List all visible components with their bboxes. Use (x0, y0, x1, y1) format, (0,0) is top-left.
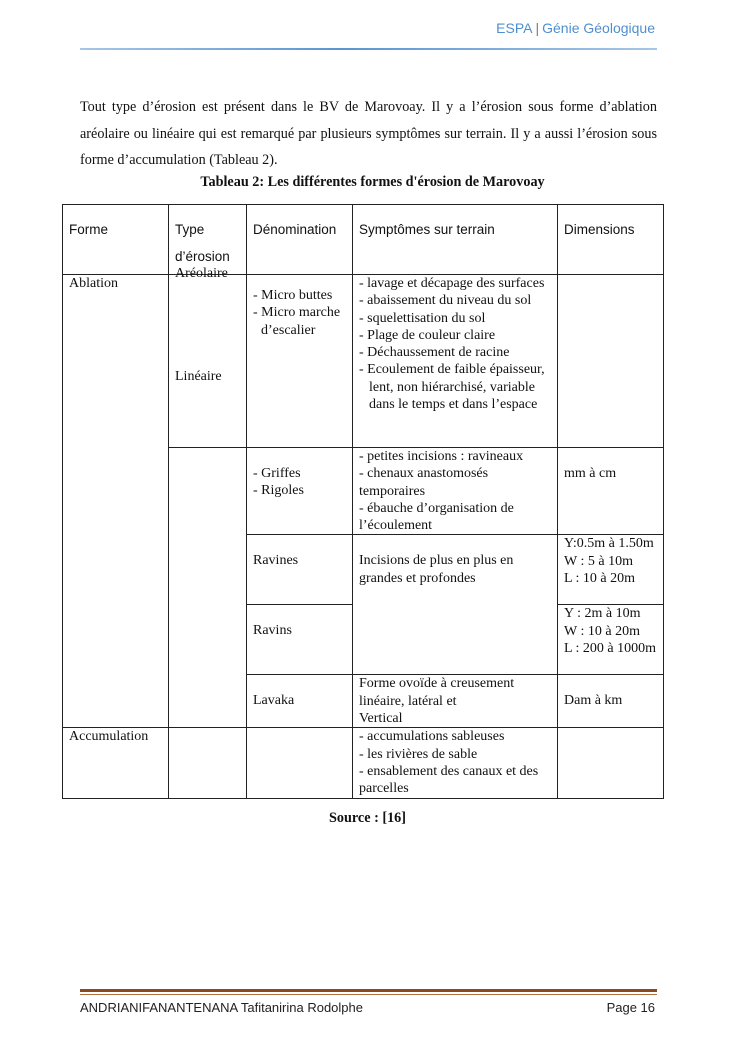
cell-dimensions-areolaire (558, 275, 664, 448)
header-type (169, 205, 247, 275)
table-row-accumulation (63, 728, 664, 798)
cell-denomination-areolaire (247, 275, 353, 448)
denomination-ravines: Ravines (253, 553, 299, 569)
denomination-ravins: Ravins (253, 623, 292, 639)
header-type-line1: Type (175, 222, 205, 237)
list-item: - petites incisions : ravineaux (359, 449, 524, 464)
cell-denomination-lavaka (247, 675, 353, 728)
dimension-item: Y:0.5m à 1.50m (564, 536, 654, 552)
page-header (496, 20, 655, 36)
header-forme: Forme (63, 205, 169, 275)
dimensions-griffes: mm à cm (564, 466, 617, 481)
cell-denomination-ravines (247, 535, 353, 605)
dimensions-lavaka: Dam à km (564, 693, 623, 709)
dimension-item: W : 10 à 20m (564, 623, 640, 639)
list-item: - ensablement des canaux et des parcelles (359, 763, 539, 797)
header-denomination: Dénomination (247, 205, 353, 275)
erosion-forms-table (62, 204, 664, 799)
denomination-areolaire-group (253, 287, 346, 339)
list-item: - Plage de couleur claire (359, 327, 496, 343)
cell-symptomes-lavaka (353, 675, 558, 728)
list-item: - lavage et décapage des surfaces (359, 276, 545, 291)
header-rule (80, 48, 657, 50)
list-item: - ébauche d’organisation de l’écoulement (359, 500, 514, 534)
footer-rule (80, 989, 657, 992)
list-item: - Ecoulement de faible épaisseur, lent, non hiérarchisé, variable dans le temps et dans l’espace (359, 362, 545, 413)
dimension-item: W : 5 à 10m (564, 553, 633, 569)
cell-symptomes-areolaire (353, 275, 558, 448)
denomination-item: - Griffes (253, 466, 301, 481)
cell-denomination-griffes (247, 448, 353, 535)
denomination-item: - Micro marche d’escalier (253, 305, 341, 338)
dimension-item: L : 10 à 20m (564, 571, 636, 587)
list-item: - Déchaussement de racine (359, 345, 510, 361)
table-header-row (63, 205, 664, 275)
denomination-item: - Rigoles (253, 483, 304, 499)
cell-denomination-accumulation (247, 728, 353, 798)
footer-author: ANDRIANIFANANTENANA Tafitanirina Rodolphe (80, 1000, 363, 1015)
header-org: ESPA (496, 20, 533, 36)
list-item: - squelettisation du sol (359, 310, 486, 326)
symptomes-lavaka-line: Forme ovoïde à creusement linéaire, latéral et (359, 676, 515, 709)
cell-dimensions-lavaka (558, 675, 664, 728)
symptomes-areolaire-list (359, 275, 551, 413)
symptomes-griffes-list (359, 448, 551, 534)
cell-dimensions-accumulation (558, 728, 664, 798)
list-item: - les rivières de sable (359, 746, 478, 762)
list-item: - chenaux anastomosés temporaires (359, 466, 489, 499)
cell-denomination-ravins (247, 605, 353, 675)
cell-type-areolaire (169, 266, 247, 448)
cell-symptomes-griffes (353, 448, 558, 535)
cell-dimensions-ravins (558, 605, 664, 675)
denomination-lavaka: Lavaka (253, 693, 295, 709)
intro-paragraph: Tout type d’érosion est présent dans le BV de Marovoay. Il y a l’érosion sous forme d’ablation aréolaire ou linéaire qui est remarqué par plusieurs symptômes sur terrain. Il y a aussi l’érosion sous forme d’accumulation (Tableau 2). (80, 99, 657, 168)
table-row-areolaire (63, 275, 664, 448)
table-source: Source : [16] (329, 810, 406, 826)
header-type-line2: d’érosion (175, 249, 230, 264)
header-dimensions: Dimensions (558, 205, 664, 275)
footer-rule-thin (80, 994, 657, 995)
cell-forme-accumulation: Accumulation (63, 728, 169, 798)
footer-page-number: Page 16 (606, 1000, 655, 1015)
table-caption: Tableau 2: Les différentes formes d'érosion de Marovoay (200, 174, 545, 190)
type-areolaire-label: Aréolaire (175, 266, 228, 281)
list-item: - abaissement du niveau du sol (359, 293, 532, 309)
cell-dimensions-griffes (558, 448, 664, 535)
cell-type-lineaire (169, 369, 247, 728)
cell-forme-ablation: Ablation (63, 275, 169, 728)
header-department: Génie Géologique (542, 20, 655, 36)
cell-symptomes-accumulation (353, 728, 558, 798)
type-lineaire-label: Linéaire (175, 369, 222, 384)
list-item: - accumulations sableuses (359, 729, 505, 745)
dimension-item: L : 200 à 1000m (564, 641, 657, 657)
denomination-griffes-group (253, 465, 346, 500)
denomination-item: - Micro buttes (253, 288, 333, 303)
header-symptomes: Symptômes sur terrain (353, 205, 558, 275)
dimension-item: Y : 2m à 10m (564, 606, 641, 622)
cell-type-accumulation (169, 728, 247, 798)
symptomes-lavaka-line: Vertical (359, 711, 403, 727)
cell-dimensions-ravines (558, 535, 664, 605)
cell-symptomes-ravines (353, 535, 558, 675)
symptomes-ravines: Incisions de plus en plus en grandes et profondes (359, 553, 514, 586)
symptomes-accumulation-list (359, 728, 551, 797)
header-separator: | (535, 20, 540, 36)
